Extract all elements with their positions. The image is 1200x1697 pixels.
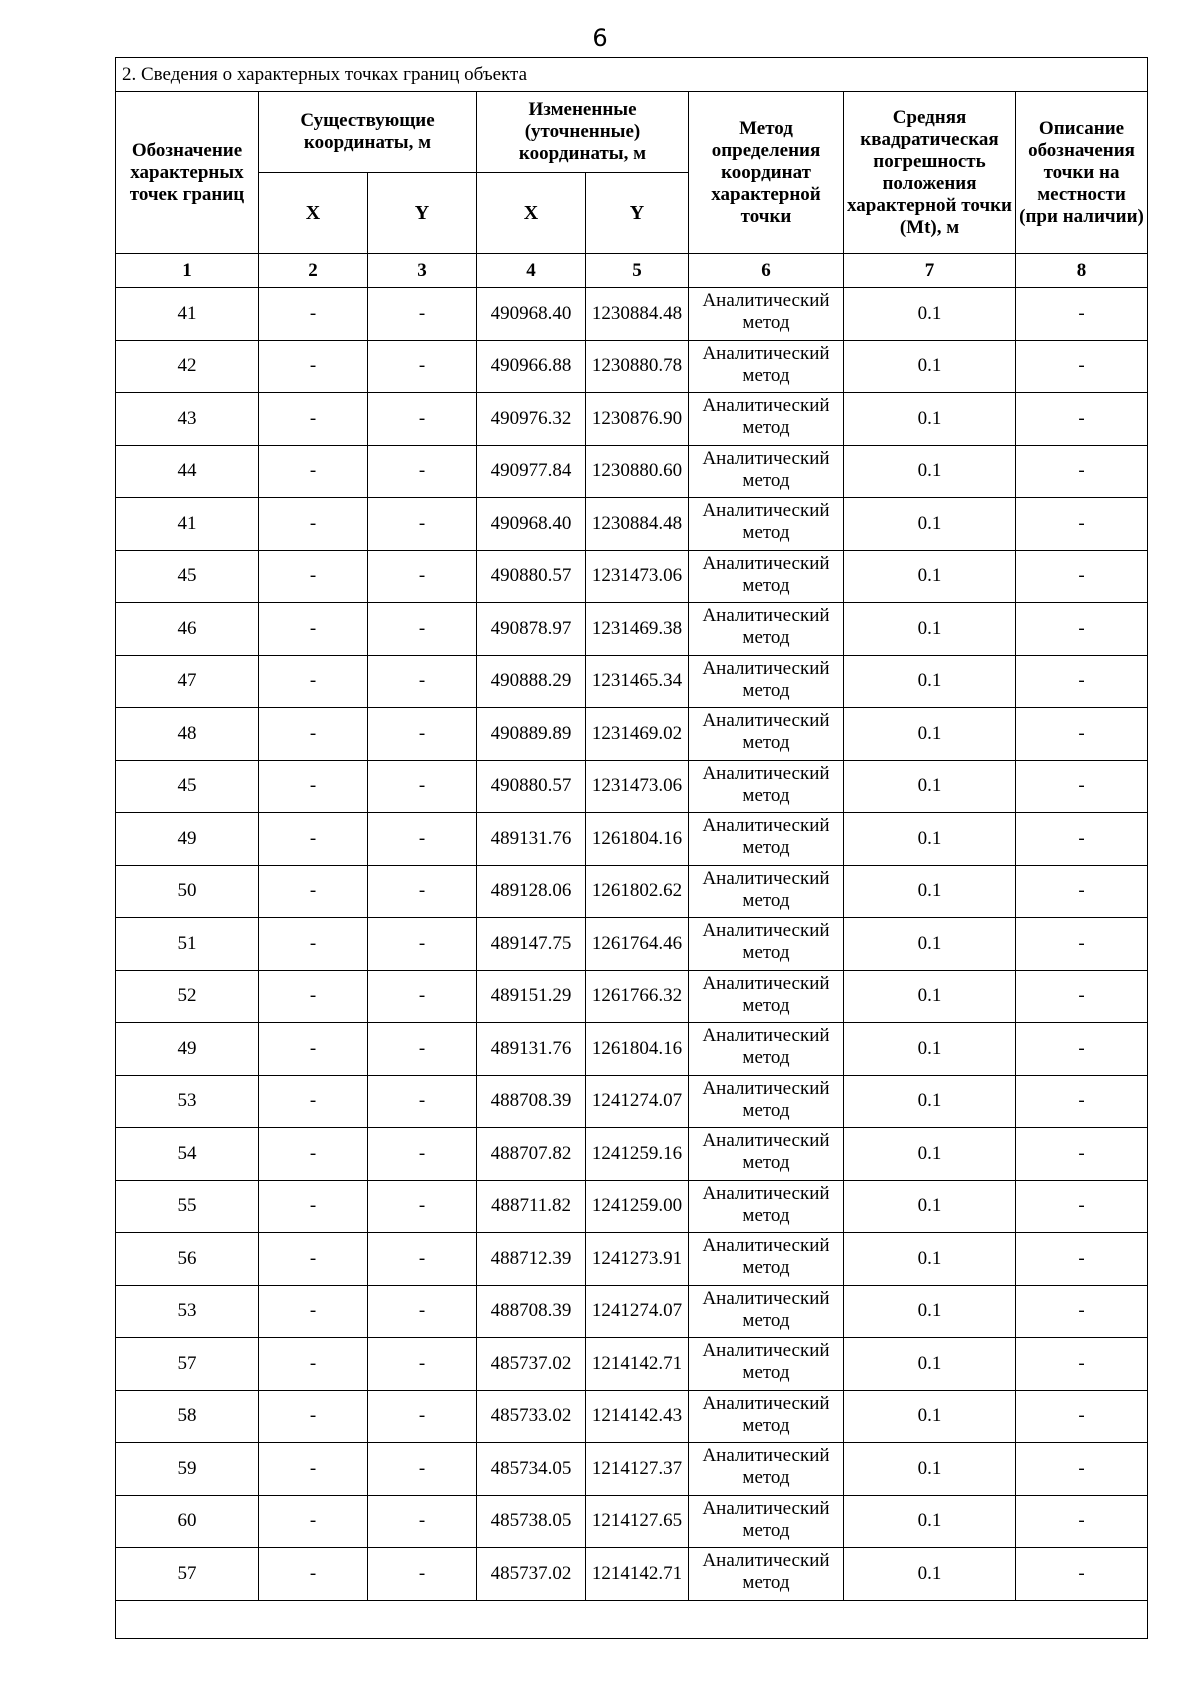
changed-x-cell: 489131.76 [477,1023,586,1076]
changed-y-cell: 1231473.06 [586,760,689,813]
point-id-cell: 53 [116,1075,259,1128]
changed-x-cell: 490968.40 [477,498,586,551]
boundary-points-table [115,57,1148,1639]
table-row [116,603,1148,656]
existing-x-cell: - [259,970,368,1023]
existing-y-cell: - [368,603,477,656]
mean-square-error-cell: 0.1 [844,1285,1016,1338]
point-id-cell: 52 [116,970,259,1023]
existing-y-cell: - [368,445,477,498]
point-id-cell: 53 [116,1285,259,1338]
point-description-cell: - [1016,1128,1148,1181]
point-description-cell: - [1016,1443,1148,1496]
table-row [116,1180,1148,1233]
existing-y-cell: - [368,918,477,971]
changed-x-cell: 485738.05 [477,1495,586,1548]
point-description-cell: - [1016,865,1148,918]
changed-x-cell: 488711.82 [477,1180,586,1233]
changed-x-cell: 485734.05 [477,1443,586,1496]
mean-square-error-cell: 0.1 [844,1338,1016,1391]
table-row [116,1128,1148,1181]
mean-square-error-cell: 0.1 [844,340,1016,393]
header-changed-y: Y [586,173,689,254]
method-cell: Аналитический метод [689,1495,844,1548]
mean-square-error-cell: 0.1 [844,1075,1016,1128]
existing-y-cell: - [368,1443,477,1496]
existing-y-cell: - [368,1390,477,1443]
changed-x-cell: 488712.39 [477,1233,586,1286]
changed-x-cell: 490976.32 [477,393,586,446]
mean-square-error-cell: 0.1 [844,288,1016,341]
existing-x-cell: - [259,288,368,341]
method-cell: Аналитический метод [689,1128,844,1181]
method-cell: Аналитический метод [689,393,844,446]
table-row [116,1495,1148,1548]
changed-x-cell: 485737.02 [477,1548,586,1601]
changed-y-cell: 1230884.48 [586,288,689,341]
changed-y-cell: 1231469.02 [586,708,689,761]
point-description-cell: - [1016,1495,1148,1548]
point-description-cell: - [1016,813,1148,866]
point-id-cell: 57 [116,1548,259,1601]
changed-x-cell: 490977.84 [477,445,586,498]
existing-y-cell: - [368,655,477,708]
changed-x-cell: 490878.97 [477,603,586,656]
method-cell: Аналитический метод [689,550,844,603]
changed-x-cell: 490880.57 [477,760,586,813]
table-row [116,970,1148,1023]
method-cell: Аналитический метод [689,288,844,341]
point-id-cell: 50 [116,865,259,918]
point-id-cell: 55 [116,1180,259,1233]
changed-y-cell: 1214127.37 [586,1443,689,1496]
empty-cell [116,1600,1148,1638]
existing-x-cell: - [259,813,368,866]
header-point-designation: Обозначение характерных точек границ [116,92,259,254]
existing-y-cell: - [368,393,477,446]
existing-x-cell: - [259,1338,368,1391]
changed-x-cell: 489128.06 [477,865,586,918]
method-cell: Аналитический метод [689,655,844,708]
changed-x-cell: 488708.39 [477,1075,586,1128]
existing-x-cell: - [259,1390,368,1443]
existing-x-cell: - [259,550,368,603]
mean-square-error-cell: 0.1 [844,1443,1016,1496]
point-description-cell: - [1016,655,1148,708]
existing-y-cell: - [368,760,477,813]
point-description-cell: - [1016,1023,1148,1076]
mean-square-error-cell: 0.1 [844,1128,1016,1181]
point-description-cell: - [1016,393,1148,446]
point-id-cell: 42 [116,340,259,393]
existing-x-cell: - [259,1495,368,1548]
changed-x-cell: 490968.40 [477,288,586,341]
mean-square-error-cell: 0.1 [844,813,1016,866]
existing-y-cell: - [368,1495,477,1548]
changed-y-cell: 1261764.46 [586,918,689,971]
changed-y-cell: 1214142.43 [586,1390,689,1443]
changed-y-cell: 1230880.60 [586,445,689,498]
point-id-cell: 41 [116,498,259,551]
header-mean-square-error: Средняя квадратическая погрешность положения характерной точки (Mt), м [844,92,1016,254]
mean-square-error-cell: 0.1 [844,865,1016,918]
changed-x-cell: 485737.02 [477,1338,586,1391]
table-row [116,918,1148,971]
table-row [116,1443,1148,1496]
point-description-cell: - [1016,498,1148,551]
changed-y-cell: 1214127.65 [586,1495,689,1548]
table-row [116,1285,1148,1338]
table-row [116,1023,1148,1076]
point-id-cell: 43 [116,393,259,446]
existing-y-cell: - [368,1338,477,1391]
mean-square-error-cell: 0.1 [844,603,1016,656]
point-description-cell: - [1016,708,1148,761]
table-row [116,1075,1148,1128]
method-cell: Аналитический метод [689,1023,844,1076]
method-cell: Аналитический метод [689,445,844,498]
header-existing-coordinates: Существующие координаты, м [259,92,477,173]
point-description-cell: - [1016,1338,1148,1391]
method-cell: Аналитический метод [689,498,844,551]
mean-square-error-cell: 0.1 [844,1023,1016,1076]
header-existing-y: Y [368,173,477,254]
table-row [116,498,1148,551]
existing-y-cell: - [368,1075,477,1128]
table-row [116,1338,1148,1391]
mean-square-error-cell: 0.1 [844,760,1016,813]
mean-square-error-cell: 0.1 [844,393,1016,446]
existing-y-cell: - [368,1023,477,1076]
mean-square-error-cell: 0.1 [844,655,1016,708]
method-cell: Аналитический метод [689,813,844,866]
existing-y-cell: - [368,708,477,761]
changed-y-cell: 1261802.62 [586,865,689,918]
mean-square-error-cell: 0.1 [844,550,1016,603]
mean-square-error-cell: 0.1 [844,445,1016,498]
existing-x-cell: - [259,603,368,656]
point-description-cell: - [1016,603,1148,656]
point-id-cell: 45 [116,760,259,813]
point-id-cell: 51 [116,918,259,971]
changed-x-cell: 488707.82 [477,1128,586,1181]
method-cell: Аналитический метод [689,970,844,1023]
changed-y-cell: 1261804.16 [586,1023,689,1076]
changed-y-cell: 1230880.78 [586,340,689,393]
existing-y-cell: - [368,1548,477,1601]
mean-square-error-cell: 0.1 [844,1233,1016,1286]
method-cell: Аналитический метод [689,918,844,971]
existing-y-cell: - [368,550,477,603]
point-description-cell: - [1016,1390,1148,1443]
point-id-cell: 47 [116,655,259,708]
existing-y-cell: - [368,1233,477,1286]
method-cell: Аналитический метод [689,1338,844,1391]
mean-square-error-cell: 0.1 [844,708,1016,761]
changed-y-cell: 1231473.06 [586,550,689,603]
point-id-cell: 56 [116,1233,259,1286]
column-number: 6 [689,254,844,288]
table-row [116,1548,1148,1601]
changed-y-cell: 1261804.16 [586,813,689,866]
header-changed-coordinates: Измененные (уточненные) координаты, м [477,92,689,173]
existing-x-cell: - [259,1180,368,1233]
point-id-cell: 49 [116,813,259,866]
method-cell: Аналитический метод [689,340,844,393]
point-id-cell: 58 [116,1390,259,1443]
changed-y-cell: 1214142.71 [586,1548,689,1601]
method-cell: Аналитический метод [689,603,844,656]
existing-x-cell: - [259,1128,368,1181]
changed-y-cell: 1230876.90 [586,393,689,446]
changed-x-cell: 490966.88 [477,340,586,393]
mean-square-error-cell: 0.1 [844,1495,1016,1548]
point-id-cell: 49 [116,1023,259,1076]
header-existing-x: X [259,173,368,254]
point-id-cell: 60 [116,1495,259,1548]
existing-y-cell: - [368,865,477,918]
point-description-cell: - [1016,760,1148,813]
table-row [116,1233,1148,1286]
header-changed-x: X [477,173,586,254]
existing-y-cell: - [368,813,477,866]
existing-x-cell: - [259,498,368,551]
section-title: 2. Сведения о характерных точках границ объекта [116,58,1148,92]
changed-y-cell: 1261766.32 [586,970,689,1023]
method-cell: Аналитический метод [689,1390,844,1443]
method-cell: Аналитический метод [689,1180,844,1233]
existing-x-cell: - [259,1443,368,1496]
mean-square-error-cell: 0.1 [844,918,1016,971]
changed-x-cell: 489131.76 [477,813,586,866]
mean-square-error-cell: 0.1 [844,1390,1016,1443]
column-number: 7 [844,254,1016,288]
point-description-cell: - [1016,918,1148,971]
existing-y-cell: - [368,1285,477,1338]
empty-footer-row [116,1600,1148,1638]
point-description-cell: - [1016,1233,1148,1286]
point-id-cell: 59 [116,1443,259,1496]
existing-y-cell: - [368,970,477,1023]
column-number: 8 [1016,254,1148,288]
method-cell: Аналитический метод [689,708,844,761]
point-description-cell: - [1016,1285,1148,1338]
method-cell: Аналитический метод [689,1548,844,1601]
point-description-cell: - [1016,340,1148,393]
method-cell: Аналитический метод [689,760,844,813]
changed-x-cell: 485733.02 [477,1390,586,1443]
existing-y-cell: - [368,1180,477,1233]
column-number: 4 [477,254,586,288]
table-row [116,288,1148,341]
point-description-cell: - [1016,445,1148,498]
mean-square-error-cell: 0.1 [844,970,1016,1023]
point-description-cell: - [1016,1548,1148,1601]
existing-x-cell: - [259,445,368,498]
existing-y-cell: - [368,288,477,341]
existing-x-cell: - [259,1548,368,1601]
mean-square-error-cell: 0.1 [844,1548,1016,1601]
changed-y-cell: 1241273.91 [586,1233,689,1286]
point-description-cell: - [1016,970,1148,1023]
method-cell: Аналитический метод [689,1285,844,1338]
existing-x-cell: - [259,1023,368,1076]
point-id-cell: 44 [116,445,259,498]
point-id-cell: 48 [116,708,259,761]
existing-x-cell: - [259,1233,368,1286]
changed-x-cell: 490880.57 [477,550,586,603]
existing-x-cell: - [259,708,368,761]
existing-x-cell: - [259,340,368,393]
point-description-cell: - [1016,550,1148,603]
header-method: Метод определения координат характерной точки [689,92,844,254]
existing-x-cell: - [259,1285,368,1338]
method-cell: Аналитический метод [689,1443,844,1496]
mean-square-error-cell: 0.1 [844,1180,1016,1233]
existing-y-cell: - [368,498,477,551]
method-cell: Аналитический метод [689,1233,844,1286]
existing-x-cell: - [259,865,368,918]
mean-square-error-cell: 0.1 [844,498,1016,551]
table-row [116,760,1148,813]
point-description-cell: - [1016,288,1148,341]
point-description-cell: - [1016,1180,1148,1233]
existing-x-cell: - [259,918,368,971]
changed-x-cell: 489151.29 [477,970,586,1023]
column-number: 1 [116,254,259,288]
point-id-cell: 46 [116,603,259,656]
changed-x-cell: 488708.39 [477,1285,586,1338]
existing-y-cell: - [368,340,477,393]
table-row [116,1390,1148,1443]
changed-x-cell: 490888.29 [477,655,586,708]
table-row [116,865,1148,918]
point-id-cell: 57 [116,1338,259,1391]
table-row [116,708,1148,761]
changed-y-cell: 1241274.07 [586,1285,689,1338]
changed-x-cell: 489147.75 [477,918,586,971]
column-number: 2 [259,254,368,288]
table-row [116,393,1148,446]
column-number: 5 [586,254,689,288]
changed-y-cell: 1241259.00 [586,1180,689,1233]
changed-y-cell: 1214142.71 [586,1338,689,1391]
existing-x-cell: - [259,393,368,446]
header-point-description: Описание обозначения точки на местности (при наличии) [1016,92,1148,254]
point-id-cell: 54 [116,1128,259,1181]
changed-y-cell: 1241259.16 [586,1128,689,1181]
table-row [116,655,1148,708]
table-row [116,340,1148,393]
changed-y-cell: 1241274.07 [586,1075,689,1128]
existing-x-cell: - [259,655,368,708]
method-cell: Аналитический метод [689,865,844,918]
point-description-cell: - [1016,1075,1148,1128]
table-row [116,550,1148,603]
table-row [116,813,1148,866]
page-number: 6 [592,24,608,52]
changed-y-cell: 1230884.48 [586,498,689,551]
existing-x-cell: - [259,1075,368,1128]
existing-x-cell: - [259,760,368,813]
existing-y-cell: - [368,1128,477,1181]
changed-y-cell: 1231469.38 [586,603,689,656]
table-row [116,445,1148,498]
changed-x-cell: 490889.89 [477,708,586,761]
point-id-cell: 41 [116,288,259,341]
method-cell: Аналитический метод [689,1075,844,1128]
changed-y-cell: 1231465.34 [586,655,689,708]
point-id-cell: 45 [116,550,259,603]
column-number: 3 [368,254,477,288]
